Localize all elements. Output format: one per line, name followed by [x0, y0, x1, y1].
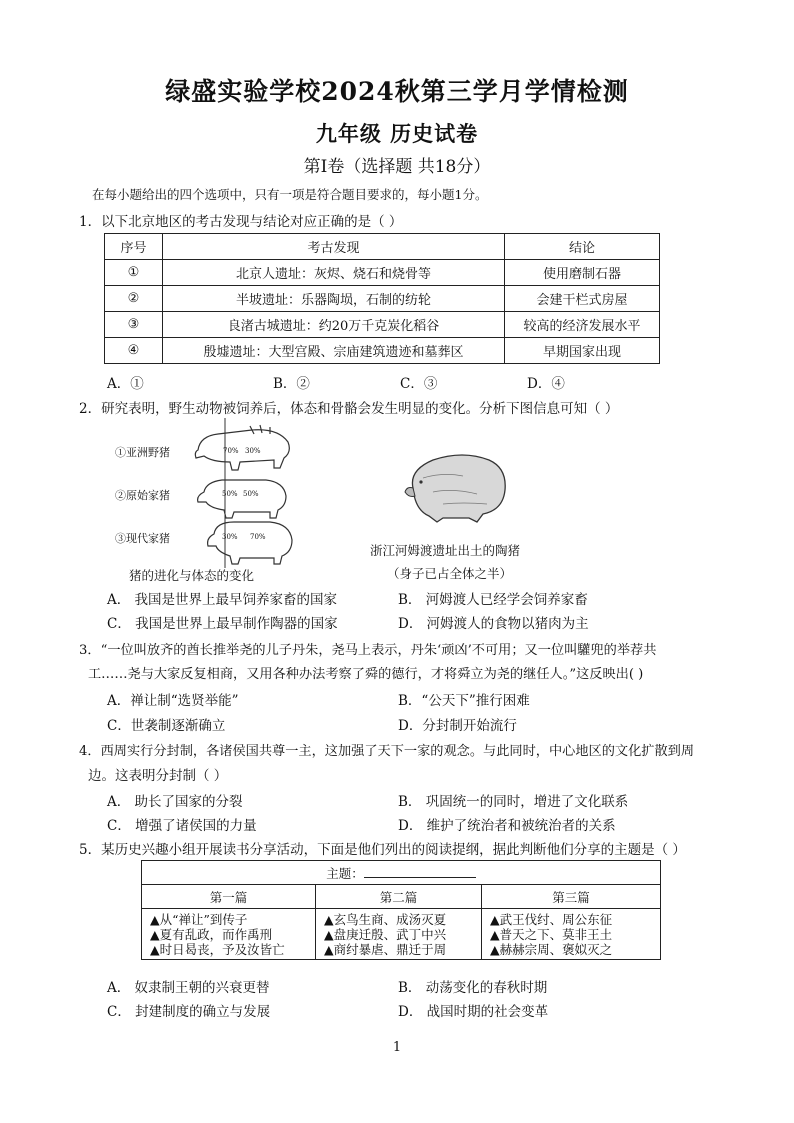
q4-stem-line1: 4．西周实行分封制，各诸侯国共尊一主，这加强了天下一家的观念。与此同时，中心地区的文化扩散到周 [79, 744, 695, 759]
q5-stem: 5．某历史兴趣小组开展读书分享活动，下面是他们列出的阅读提纲，据此判断他们分享的主题是（ ） [79, 842, 686, 858]
list-item: ▲普天之下、莫非王土 [490, 927, 613, 942]
q3-stem-line1: 3．“一位叫放齐的酋长推举尧的儿子丹朱，尧马上表示，丹朱‘顽凶’不可用；又一位叫驩兜的举荐共 [79, 643, 657, 658]
q5-option-b[interactable]: B． 动荡变化的春秋时期 [398, 980, 548, 996]
table-cell: 良渚古城遗址：约20万千克炭化稻谷 [163, 312, 505, 338]
table-cell: 较高的经济发展水平 [505, 312, 660, 338]
table-cell: 使用磨制石器 [505, 260, 660, 286]
pig-label-wild: ①亚洲野猪 [115, 446, 170, 459]
chapter-header-cell: 第三篇 [482, 885, 661, 909]
table-cell: ② [105, 286, 163, 312]
table-cell: ③ [105, 312, 163, 338]
table-cell: 早期国家出现 [505, 338, 660, 364]
figure-left-caption: 猪的进化与体态的变化 [129, 568, 255, 583]
modern-pig-icon [208, 522, 292, 564]
table-row [105, 338, 660, 364]
pottery-pig-image [403, 448, 513, 526]
wild-boar-icon [195, 425, 289, 470]
chapter-content-cell [316, 909, 482, 960]
topic-cell [142, 861, 661, 885]
pig-label-primitive: ②原始家猪 [115, 489, 170, 502]
chapter-header-cell: 第二篇 [316, 885, 482, 909]
q4-option-c[interactable]: C． 增强了诸侯国的力量 [107, 818, 257, 834]
list-item: ▲时日曷丧，予及汝皆亡 [150, 942, 285, 957]
q2-stem: 2．研究表明，野生动物被饲养后，体态和骨骼会发生明显的变化。分析下图信息可知（ ） [79, 401, 619, 417]
q4-option-d[interactable]: D． 维护了统治者和被统治者的关系 [398, 818, 616, 834]
table-row [105, 286, 660, 312]
q1-stem: 1．以下北京地区的考古发现与结论对应正确的是（ ） [79, 214, 403, 230]
q5-option-a[interactable]: A． 奴隶制王朝的兴衰更替 [107, 980, 270, 996]
table-header-cell: 结论 [505, 234, 660, 260]
primitive-pig-icon [198, 480, 286, 518]
ratio-label: 30% [245, 447, 261, 455]
q4-option-b[interactable]: B． 巩固统一的同时，增进了文化联系 [398, 794, 629, 810]
q2-option-d[interactable]: D． 河姆渡人的食物以猪肉为主 [398, 616, 589, 632]
ratio-label: 30% [222, 533, 238, 541]
ratio-label: 50% [243, 490, 259, 498]
table-cell: 半坡遗址：乐器陶埙，石制的纺轮 [163, 286, 505, 312]
q1-option-b[interactable]: B．② [273, 376, 310, 392]
q2-option-c[interactable]: C． 我国是世界上最早制作陶器的国家 [107, 616, 338, 632]
q1-option-a[interactable]: A．① [107, 376, 144, 392]
chapter-content-cell [482, 909, 661, 960]
q2-option-a[interactable]: A． 我国是世界上最早饲养家畜的国家 [107, 592, 338, 608]
figure-right-subcaption: （身子已占全体之半） [387, 566, 513, 581]
table-header-row [105, 234, 660, 260]
q5-option-d[interactable]: D． 战国时期的社会变革 [398, 1004, 549, 1020]
q4-stem-line2: 边。这表明分封制（ ） [88, 768, 228, 784]
topic-row [142, 861, 661, 885]
table-cell: 北京人遗址：灰烬、烧石和烧骨等 [163, 260, 505, 286]
pig-label-modern: ③现代家猪 [115, 532, 170, 545]
q4-option-a[interactable]: A． 助长了国家的分裂 [107, 794, 243, 810]
instruction-text: 在每小题给出的四个选项中，只有一项是符合题目要求的，每小题1分。 [92, 187, 488, 202]
chapter-content-row [142, 909, 661, 960]
list-item: ▲商纣暴虐、鼎迁于周 [324, 942, 447, 957]
table-cell: 殷墟遗址：大型宫殿、宗庙建筑遗迹和墓葬区 [163, 338, 505, 364]
q1-option-c[interactable]: C．③ [400, 376, 438, 392]
exam-subtitle: 九年级 历史试卷 [315, 121, 479, 146]
topic-blank[interactable] [364, 865, 476, 878]
table-cell: ④ [105, 338, 163, 364]
ratio-label: 50% [222, 490, 238, 498]
q3-option-c[interactable]: C．世袭制逐渐确立 [107, 718, 226, 734]
list-item: ▲武王伐纣、周公东征 [490, 912, 613, 927]
q3-option-b[interactable]: B．“公天下”推行困难 [398, 693, 530, 709]
chapter-header-cell: 第一篇 [142, 885, 316, 909]
section-heading: 第Ⅰ卷（选择题 共18分） [303, 157, 491, 177]
q1-table [104, 233, 660, 364]
q5-outline-table [141, 860, 661, 960]
topic-label: 主题： [326, 865, 364, 881]
list-item: ▲盘庚迁殷、武丁中兴 [324, 927, 447, 942]
list-item: ▲夏有乱政，而作禹刑 [150, 927, 273, 942]
table-header-cell: 考古发现 [163, 234, 505, 260]
chapter-content-cell [142, 909, 316, 960]
q3-option-d[interactable]: D．分封制开始流行 [398, 718, 517, 734]
table-row [105, 260, 660, 286]
ratio-label: 70% [223, 447, 239, 455]
q2-option-b[interactable]: B． 河姆渡人已经学会饲养家畜 [398, 592, 588, 608]
figure-right-caption: 浙江河姆渡遗址出土的陶猪 [370, 543, 521, 558]
ratio-label: 70% [250, 533, 266, 541]
exam-title: 绿盛实验学校2024秋第三学月学情检测 [165, 77, 629, 106]
table-cell: ① [105, 260, 163, 286]
list-item: ▲玄鸟生商、成汤灭夏 [324, 912, 447, 927]
page-number: 1 [392, 1040, 402, 1055]
table-row [105, 312, 660, 338]
q3-stem-line2: 工……尧与大家反复相商，又用各种办法考察了舜的德行，才将舜立为尧的继任人。”这反映出( ) [88, 667, 644, 682]
q1-option-d[interactable]: D．④ [527, 376, 565, 392]
table-cell: 会建干栏式房屋 [505, 286, 660, 312]
table-header-cell: 序号 [105, 234, 163, 260]
list-item: ▲从“禅让”到传子 [150, 912, 248, 927]
chapter-header-row [142, 885, 661, 909]
list-item: ▲赫赫宗周、褒姒灭之 [490, 942, 613, 957]
q5-option-c[interactable]: C． 封建制度的确立与发展 [107, 1004, 271, 1020]
q3-option-a[interactable]: A．禅让制“选贤举能” [107, 693, 239, 709]
